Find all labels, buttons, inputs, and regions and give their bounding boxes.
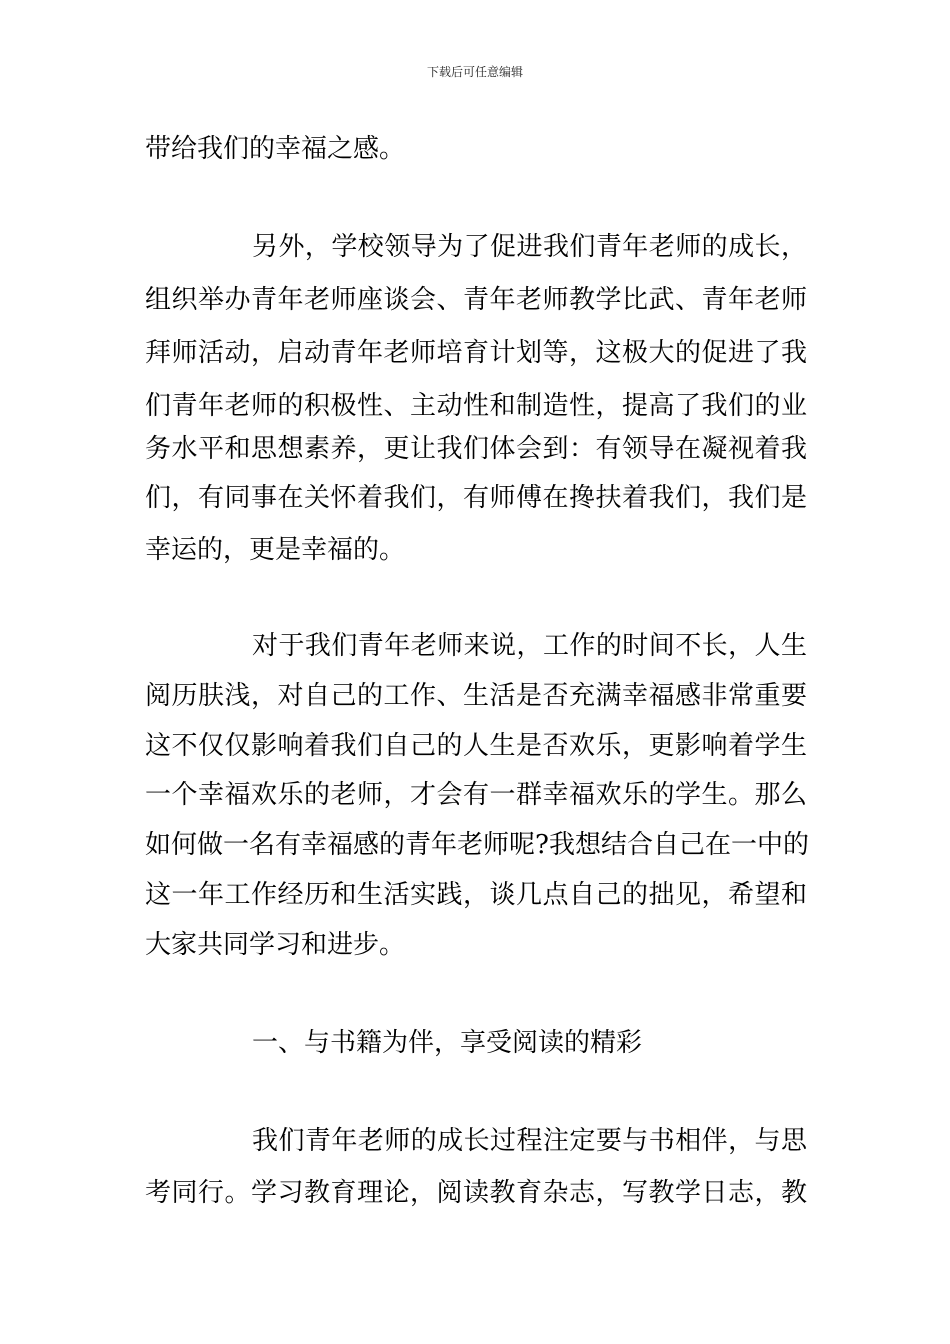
- paragraph-line: 我们青年老师的成长过程注定要与书相伴，与思: [252, 1126, 807, 1156]
- paragraph-line: 务水平和思想素养，更让我们体会到：有领导在凝视着我: [145, 434, 807, 464]
- paragraph-line: 带给我们的幸福之感。: [145, 134, 406, 164]
- page-header: 下载后可任意编辑: [426, 65, 523, 79]
- paragraph-line: 这一年工作经历和生活实践，谈几点自己的拙见，希望和: [145, 880, 807, 910]
- paragraph-line: 组织举办青年老师座谈会、青年老师教学比武、青年老师: [145, 285, 807, 315]
- paragraph-line: 考同行。学习教育理论，阅读教育杂志，写教学日志，教: [145, 1178, 807, 1208]
- paragraph-line: 对于我们青年老师来说，工作的时间不长，人生: [252, 631, 807, 661]
- paragraph-line: 幸运的，更是幸福的。: [145, 535, 406, 565]
- section-heading: 一、与书籍为伴，享受阅读的精彩: [252, 1028, 643, 1058]
- paragraph-line: 如何做一名有幸福感的青年老师呢?我想结合自己在一中的: [145, 830, 809, 860]
- paragraph-line: 另外，学校领导为了促进我们青年老师的成长，: [252, 232, 807, 262]
- paragraph-line: 们，有同事在关怀着我们，有师傅在搀扶着我们，我们是: [145, 483, 807, 513]
- paragraph-line: 一个幸福欢乐的老师，才会有一群幸福欢乐的学生。那么: [145, 780, 807, 810]
- paragraph-line: 大家共同学习和进步。: [145, 930, 406, 960]
- paragraph-line: 拜师活动，启动青年老师培育计划等，这极大的促进了我: [145, 338, 807, 368]
- paragraph-line: 们青年老师的积极性、主动性和制造性，提高了我们的业: [145, 391, 807, 421]
- paragraph-line: 这不仅仅影响着我们自己的人生是否欢乐，更影响着学生: [145, 731, 807, 761]
- paragraph-line: 阅历肤浅，对自己的工作、生活是否充满幸福感非常重要: [145, 681, 807, 711]
